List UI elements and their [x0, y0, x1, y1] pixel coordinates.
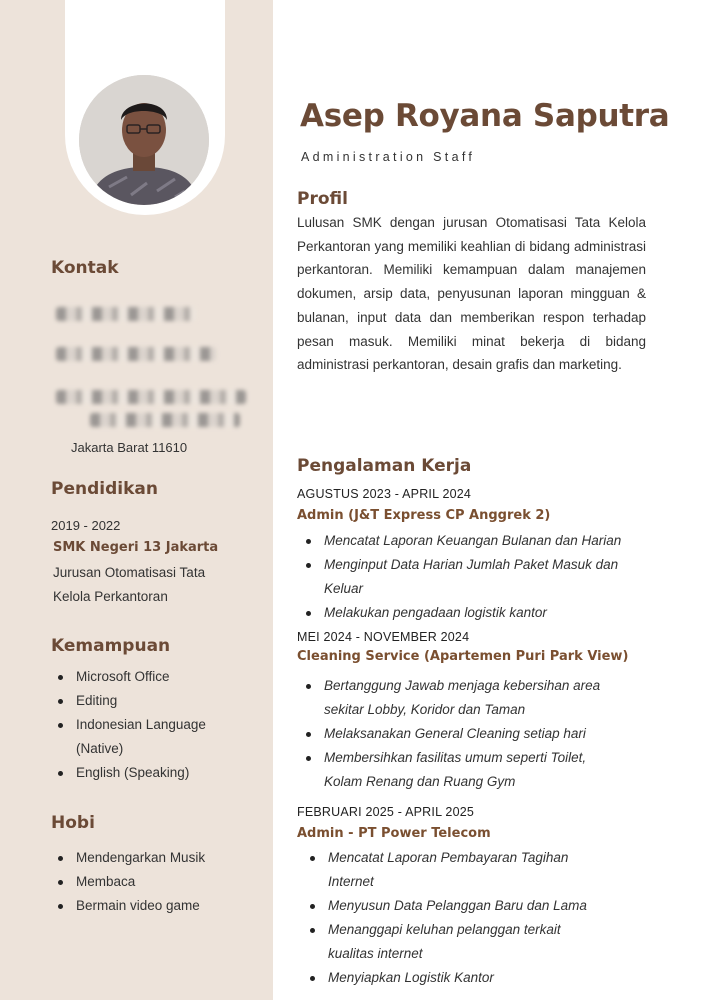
job-duties-list [304, 846, 587, 990]
duty-item: Membersihkan fasilitas umum seperti Toilet, [300, 746, 600, 770]
duty-item: Bertanggung Jawab menjaga kebersihan area [300, 674, 600, 698]
job-role: Cleaning Service (Apartemen Puri Park View) [297, 649, 629, 664]
duty-item-continued: Kolam Renang dan Ruang Gym [324, 774, 516, 789]
duty-item: Menyiapkan Logistik Kantor [304, 966, 587, 990]
experience-heading: Pengalaman Kerja [297, 456, 472, 476]
skill-item: Microsoft Office [52, 665, 206, 689]
job-title: Administration Staff [301, 150, 476, 164]
duty-item-continued: kualitas internet [328, 946, 423, 961]
redacted-phone [56, 307, 196, 321]
duty-item: Melakukan pengadaan logistik kantor [300, 601, 621, 625]
job-role: Admin - PT Power Telecom [297, 826, 491, 841]
duty-item: Mencatat Laporan Keuangan Bulanan dan Harian [300, 529, 621, 553]
hobby-item: Mendengarkan Musik [52, 846, 205, 870]
redacted-address-line2 [90, 413, 240, 427]
major-line2: Kelola Perkantoran [53, 589, 168, 604]
skill-item: English (Speaking) [52, 761, 206, 785]
education-years: 2019 - 2022 [51, 518, 121, 533]
skill-item: Indonesian Language [52, 713, 206, 737]
job-duties-list [300, 529, 621, 625]
hobbies-heading: Hobi [51, 813, 95, 833]
skill-item-continued: (Native) [76, 741, 124, 756]
duty-item: Menyusun Data Pelanggan Baru dan Lama [304, 894, 587, 918]
job-period: AGUSTUS 2023 - APRIL 2024 [297, 487, 472, 501]
skills-heading: Kemampuan [51, 636, 171, 656]
duty-item: Menginput Data Harian Jumlah Paket Masuk dan [300, 553, 621, 577]
profile-photo [79, 75, 209, 205]
duty-item-continued: sekitar Lobby, Koridor dan Taman [324, 702, 526, 717]
duty-item: Mencatat Laporan Pembayaran Tagihan [304, 846, 587, 870]
job-role: Admin (J&T Express CP Anggrek 2) [297, 508, 551, 523]
duty-item-continued: Internet [328, 874, 374, 889]
duty-item-continued: Keluar [324, 581, 364, 596]
duty-item: Menanggapi keluhan pelanggan terkait [304, 918, 587, 942]
profile-heading: Profil [297, 189, 348, 209]
job-period: MEI 2024 - NOVEMBER 2024 [297, 630, 470, 644]
school-name: SMK Negeri 13 Jakarta [53, 540, 219, 555]
job-period: FEBRUARI 2025 - APRIL 2025 [297, 805, 475, 819]
person-name: Asep Royana Saputra [300, 98, 670, 134]
profile-text: Lulusan SMK dengan jurusan Otomatisasi Tata Kelola Perkantoran yang memiliki keahlian di bidang administrasi perkantoran. Memiliki kemampuan dalam manajemen dokumen, arsip data, penyusunan laporan mingguan & bulanan, input data dan memberikan respon terhadap pesan masuk. Memiliki minat bekerja di bidang administrasi perkantoran, desain grafis dan marketing. [297, 215, 646, 373]
hobby-item: Bermain video game [52, 894, 205, 918]
duty-item: Melaksanakan General Cleaning setiap hari [300, 722, 600, 746]
skills-list [52, 665, 206, 785]
job-duties-list [300, 674, 600, 794]
education-heading: Pendidikan [51, 479, 158, 499]
redacted-email [56, 347, 216, 361]
skill-item: Editing [52, 689, 206, 713]
major-line1: Jurusan Otomatisasi Tata [53, 565, 206, 580]
contact-heading: Kontak [51, 258, 119, 278]
hobbies-list [52, 846, 205, 918]
address-city: Jakarta Barat 11610 [71, 440, 188, 455]
hobby-item: Membaca [52, 870, 205, 894]
redacted-address-line1 [56, 390, 246, 404]
